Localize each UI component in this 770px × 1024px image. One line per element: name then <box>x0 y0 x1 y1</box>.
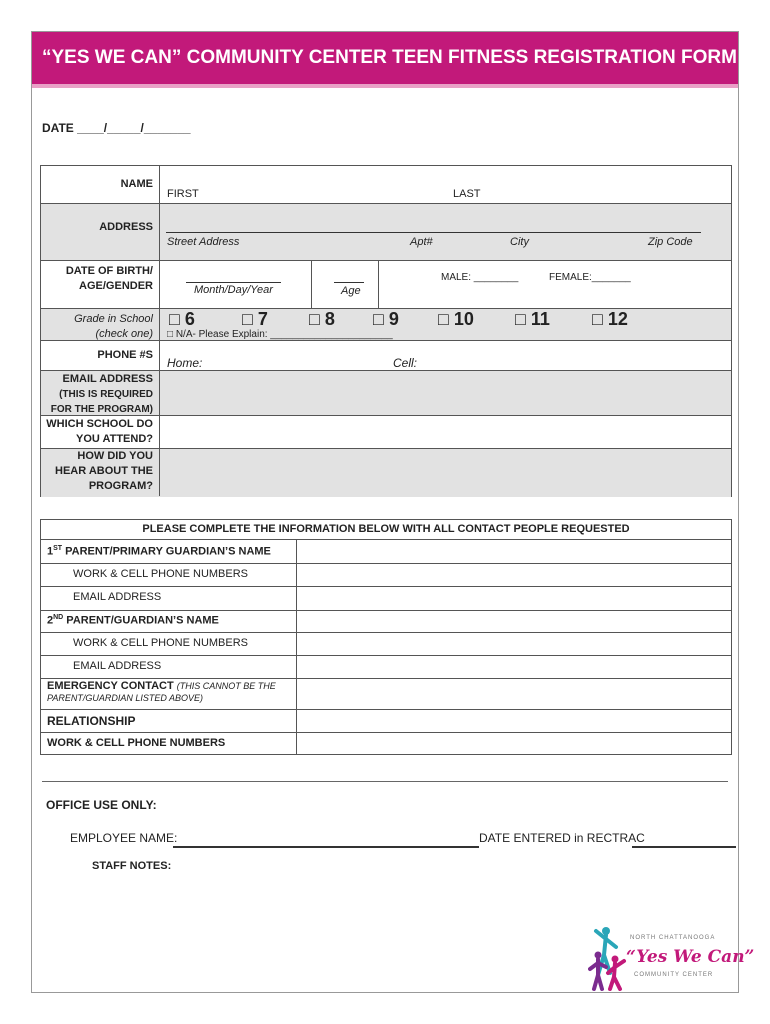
logo-tagline-top: NORTH CHATTANOOGA <box>630 935 716 941</box>
grade-8-checkbox[interactable]: □ 8 <box>309 309 335 329</box>
logo-tagline-bottom: COMMUNITY CENTER <box>634 972 714 978</box>
school-input[interactable] <box>161 417 729 446</box>
emergency-contact-input[interactable] <box>298 680 730 708</box>
school-label-line2: YOU ATTEND? <box>76 433 153 445</box>
cell-phone-label: Cell: <box>393 356 418 370</box>
email-label-line1: EMAIL ADDRESS <box>62 373 153 385</box>
parent2-phone-input[interactable] <box>298 634 730 654</box>
grade-label-line2: (check one) <box>95 328 153 340</box>
fitness-figures-icon <box>588 925 628 991</box>
emergency-contact-label: EMERGENCY CONTACT (THIS CANNOT BE THE PARENT/GUARDIAN LISTED ABOVE) <box>47 680 276 703</box>
parent1-email-label: EMAIL ADDRESS <box>73 591 162 603</box>
parent2-email-label: EMAIL ADDRESS <box>73 660 162 672</box>
female-field[interactable]: FEMALE:_______ <box>549 272 631 283</box>
parent1-phone-label: WORK & CELL PHONE NUMBERS <box>73 568 249 580</box>
grade-6-checkbox[interactable]: □ 6 <box>169 309 195 329</box>
contacts-heading: PLEASE COMPLETE THE INFORMATION BELOW WITH ALL CONTACT PEOPLE REQUESTED <box>142 523 630 535</box>
parent1-name-label: 1ST PARENT/PRIMARY GUARDIAN’S NAME <box>47 545 271 558</box>
grade-10-checkbox[interactable]: □ 10 <box>438 309 474 329</box>
parent2-name-label: 2ND PARENT/GUARDIAN’S NAME <box>47 614 219 627</box>
email-input[interactable] <box>161 372 729 413</box>
phone-label: PHONE #S <box>97 349 153 361</box>
date-entered-label: DATE ENTERED in RECTRAC <box>479 831 645 845</box>
grade-12-checkbox[interactable]: □ 12 <box>592 309 628 329</box>
emergency-phone-label: WORK & CELL PHONE NUMBERS <box>47 737 226 749</box>
parent2-email-input[interactable] <box>298 657 730 677</box>
street-address-hint: Street Address <box>167 236 240 248</box>
emergency-phone-input[interactable] <box>298 734 730 753</box>
school-label-line1: WHICH SCHOOL DO <box>46 418 153 430</box>
office-divider <box>42 781 728 782</box>
student-info-table <box>40 165 732 497</box>
grade-9-checkbox[interactable]: □ 9 <box>373 309 399 329</box>
city-hint: City <box>510 236 529 248</box>
grade-7-checkbox[interactable]: □ 7 <box>242 309 268 329</box>
email-label-line2: (THIS IS REQUIRED <box>59 389 153 400</box>
grade-na-checkbox[interactable]: □ N/A- Please Explain: ______________________ <box>167 329 393 340</box>
name-input[interactable] <box>161 168 729 201</box>
parent2-phone-label: WORK & CELL PHONE NUMBERS <box>73 637 249 649</box>
dob-hint: Month/Day/Year <box>194 284 273 296</box>
zip-code-hint: Zip Code <box>648 236 693 248</box>
hear-label-line1: HOW DID YOU <box>77 450 153 462</box>
address-label: ADDRESS <box>99 221 153 233</box>
hear-label-line2: HEAR ABOUT THE <box>55 465 153 477</box>
grade-11-checkbox[interactable]: □ 11 <box>515 309 550 329</box>
name-label: NAME <box>120 178 153 190</box>
form-title: “YES WE CAN” COMMUNITY CENTER TEEN FITNESS REGISTRATION FORM <box>42 47 737 68</box>
relationship-label: RELATIONSHIP <box>47 714 136 728</box>
date-field[interactable]: DATE ____/_____/_______ <box>42 121 191 135</box>
email-label-line3: FOR THE PROGRAM) <box>50 404 153 415</box>
employee-name-input[interactable] <box>173 846 479 848</box>
contacts-table <box>40 519 732 755</box>
grade-label-line1: Grade in School <box>74 313 153 325</box>
form-page <box>31 31 755 993</box>
form-title-banner <box>32 32 738 88</box>
date-entered-input[interactable] <box>632 846 736 848</box>
logo-name: “Yes We Can” <box>626 947 755 967</box>
home-phone-label: Home: <box>167 356 203 370</box>
parent1-phone-input[interactable] <box>298 565 730 585</box>
relationship-input[interactable] <box>298 711 730 731</box>
hear-label-line3: PROGRAM? <box>88 480 153 492</box>
dob-label-line1: DATE OF BIRTH/ <box>65 265 153 277</box>
dob-label-line2: AGE/GENDER <box>79 280 153 292</box>
yes-we-can-logo <box>588 925 755 991</box>
staff-notes-label: STAFF NOTES: <box>92 860 172 872</box>
apt-hint: Apt# <box>410 236 433 248</box>
phone-input[interactable] <box>161 342 729 368</box>
first-name-label: FIRST <box>167 188 199 200</box>
office-use-heading: OFFICE USE ONLY: <box>46 798 157 812</box>
employee-name-label: EMPLOYEE NAME: <box>70 831 178 845</box>
address-input[interactable] <box>161 206 729 232</box>
last-name-label: LAST <box>453 188 481 200</box>
parent1-name-input[interactable] <box>298 541 730 562</box>
hear-input[interactable] <box>161 450 729 495</box>
parent1-email-input[interactable] <box>298 588 730 609</box>
parent2-name-input[interactable] <box>298 612 730 631</box>
age-hint: Age <box>341 285 361 297</box>
male-field[interactable]: MALE: ________ <box>441 272 519 283</box>
